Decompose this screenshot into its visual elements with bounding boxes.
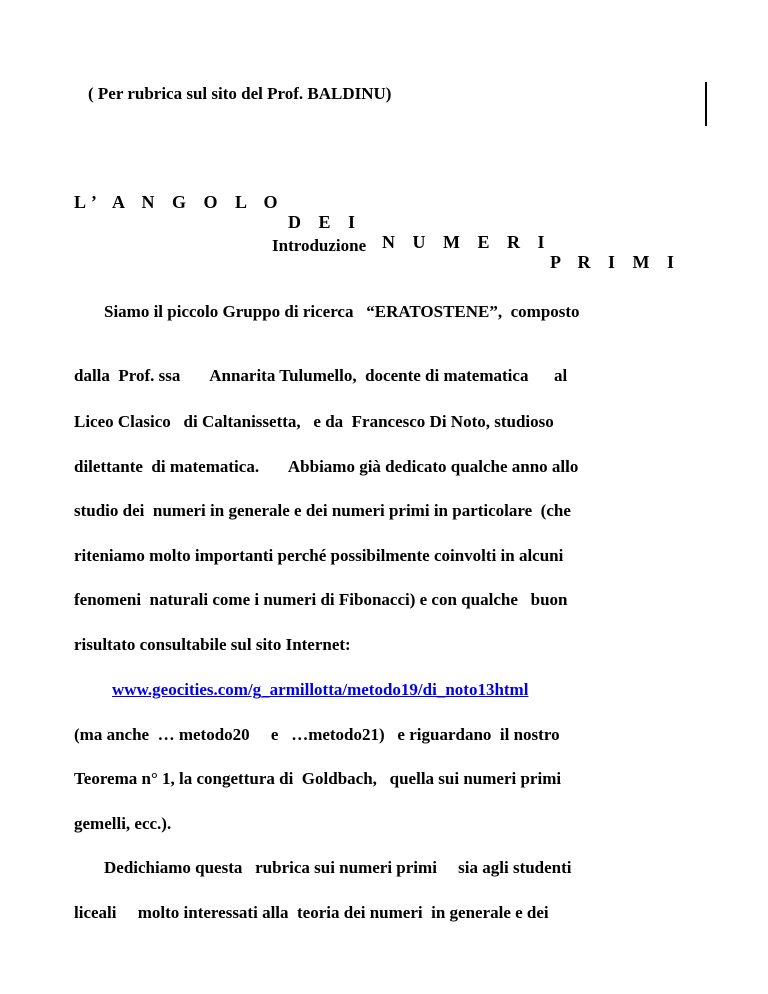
paragraph-line-12: Dedichiamo questa rubrica sui numeri primi sia agli studenti: [104, 858, 572, 877]
title-word-numeri: N U M E R I: [382, 232, 551, 252]
paragraph-line-4: dilettante di matematica. Abbiamo già dedicato qualche anno allo: [74, 457, 579, 476]
paragraph-line-8: risultato consultabile sul sito Internet:: [74, 635, 351, 654]
paragraph-line-11: gemelli, ecc.).: [74, 814, 172, 833]
title-word-primi: P R I M I: [550, 252, 681, 272]
paragraph-line-1: Siamo il piccolo Gruppo di ricerca “ERATOSTENE”, composto: [104, 302, 580, 321]
paragraph-line-9: (ma anche … metodo20 e …metodo21) e riguardano il nostro: [74, 725, 560, 744]
header-note: ( Per rubrica sul sito del Prof. BALDINU): [88, 84, 392, 103]
title-word-angolo: L’ A N G O L O: [74, 192, 285, 212]
paragraph-line-13: liceali molto interessati alla teoria dei numeri in generale e dei: [74, 903, 549, 922]
paragraph-line-6: riteniamo molto importanti perché possibilmente coinvolti in alcuni: [74, 546, 564, 565]
section-heading: Introduzione: [272, 236, 367, 255]
paragraph-line-5: studio dei numeri in generale e dei numeri primi in particolare (che: [74, 501, 571, 520]
website-link[interactable]: www.geocities.com/g_armillotta/metodo19/di_noto13html: [112, 680, 529, 699]
paragraph-line-7: fenomeni naturali come i numeri di Fibonacci) e con qualche buon: [74, 590, 568, 609]
margin-bar: [705, 82, 707, 126]
title-word-dei: D E I: [288, 212, 362, 232]
paragraph-line-3: Liceo Clasico di Caltanissetta, e da Francesco Di Noto, studioso: [74, 412, 554, 431]
paragraph-line-2: dalla Prof. ssa Annarita Tulumello, docente di matematica al: [74, 366, 568, 385]
paragraph-line-10: Teorema n° 1, la congettura di Goldbach, quella sui numeri primi: [74, 769, 562, 788]
